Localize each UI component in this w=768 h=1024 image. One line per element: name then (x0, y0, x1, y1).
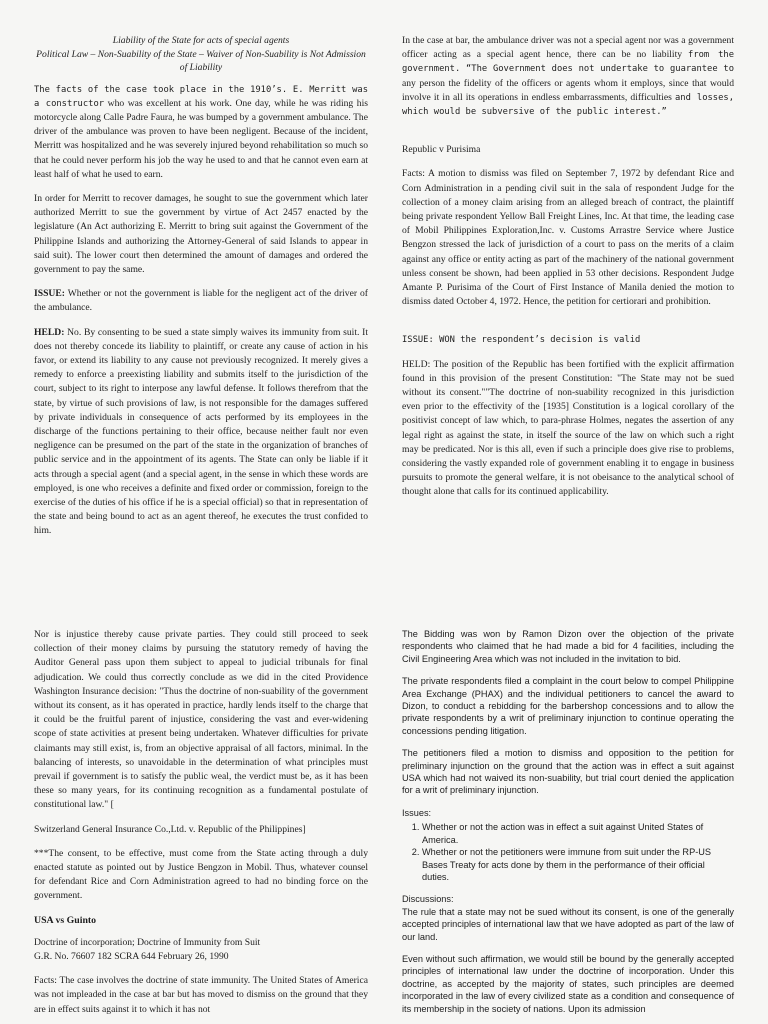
page-2-left-column (34, 628, 368, 1024)
facts-rest-text: who was excellent at his work. One day, while he was riding his motorcycle along Calle Padre Faura, he was bumped by a government ambulance. The driver of the ambulance was proven to have been negligent. Because of the incident, Merritt was hospitalized and he was severely injured beyond rehabilitation so much so that he could never perform his job the way he used to and that he cannot even earn at least half of what he used to earn. (34, 97, 368, 180)
case-at-bar-text: In the case at bar, the ambulance driver was not a special agent nor was a government officer acting as a special agent hence, there can be no liability (402, 35, 734, 61)
issue-item: 1. Whether or not the action was in effect a suit against United States of America. (422, 821, 734, 846)
page-2-right-column (402, 628, 734, 1024)
injustice-paragraph: Nor is injustice thereby cause private parties. They could still proceed to seek collection of their money claims by pursuing the statutory remedy of having the Auditor General pass upon them subject to appeal to judicial tribunals for final adjudication. We could thus correctly conclude as we did in the cited Providence Washington Insurance decision: "Thus the doctrine of non-suability of the government without its consent, as it has operated in practice, hardly lends itself to the charge that it could be the fruitful parent of injustice, considering the vast and ever-widening scope of state activities at present being undertaken. Whatever difficulties for private claimants may still exist, is, from an objective appraisal of all factors, minimal. In the balancing of interests, so unavoidable in the determination of what principles must prevail if government is to satisfy the public weal, the verdict must be, as it has been these so many years, for its continuing recognition as a fundamental postulate of constitutional law." [ (34, 629, 368, 811)
incorporation-paragraph: Even without such affirmation, we would still be bound by the generally accepted principles of international law under the doctrine of incorporation. Under this doctrine, as accepted by the majority of states, such principles are deemed incorporated in the law of every civilized state as a condition and consequence of its membership in the society of nations. Upon its admission (402, 953, 734, 1014)
discussions-paragraph: The rule that a state may not be sued without its consent, is one of the generally accepted principles of international law that we have adopted as part of the law of our land. (402, 906, 734, 942)
case-3-gr-number: G.R. No. 76607 182 SCRA 644 February 26, 1990 (34, 951, 229, 963)
held-text: No. By consenting to be sued a state simply waives its immunity from suit. It does not thereby concede its liability to plaintiff, or create any cause of action in his favor, or extend its liability to any cause not previously recognized. It merely gives a remedy to enforce a preexisting liability and submits itself to the jurisdiction of the court, subject to its right to interpose any lawful defense. It follows therefrom that the state, by virtue of such provisions of law, is not responsible for the damages suffered by private individuals in consequence of acts performed by its employees in the discharge of the functions pertaining to their office, because neither fault nor even negligence can be presumed on the part of the state in the organization of branches of public service and in the appointment of its agents. The State can only be liable if it acts through a special agent (and a special agent, in the sense in which these words are employed, is one who receives a definite and fixed order or commission, foreign to the exercise of the duties of his office if he is a special official) so that in representation of the state and being bound to act as an agent thereof, he executes the trust confided to him. (34, 326, 368, 537)
held-label: HELD: (34, 326, 65, 338)
case-2-issue: ISSUE: WON the respondent’s decision is valid (402, 335, 641, 346)
page-1-left-column (34, 34, 368, 549)
case-3-title: USA vs Guinto (34, 914, 97, 926)
switzerland-citation: Switzerland General Insurance Co.,Ltd. v. Republic of the Philippines] (34, 823, 306, 835)
issue-label: ISSUE: (34, 288, 65, 300)
case-3-doctrine: Doctrine of incorporation; Doctrine of Immunity from Suit (34, 936, 261, 948)
discussions-label: Discussions: (402, 894, 454, 905)
bidding-paragraph: The Bidding was won by Ramon Dizon over the objection of the private respondents who claimed that he had made a bid for 4 facilities, including the Civil Engineering Area which was not included in the invitation to bid. (402, 629, 734, 664)
case-heading (34, 34, 368, 75)
facts-lead-text: The facts of the case took place in the 1910’s. E. Merritt was a constructor (34, 84, 368, 109)
held-paragraph (34, 326, 368, 539)
quote-end-text: and losses, which would be subversive of the public interest.” (402, 92, 734, 118)
case-3-facts: Facts: The case involves the doctrine of state immunity. The United States of America was not impleaded in the case at bar but has moved to dismiss on the ground that they are in effect suits against it to which it has not (34, 975, 368, 1015)
case-2-title: Republic v Purisima (402, 144, 481, 156)
page-1-right-column (402, 34, 734, 510)
case-2-held: HELD: The position of the Republic has been fortified with the explicit affirmation found in this provision of the present Constitution: "The State may not be sued without its consent.""The doctrine of non-suability recognized in this jurisdiction even prior to the effectivity of the [1935] Constitution is a logical corollary of the positivist concept of law which, to para-phrase Holmes, negates the assertion of any legal right as against the state, in itself the source of the law on which such a right may be predicated. Nor is this all, even if such a principle does give rise to problems, considering the vastly expanded role of government enabling it to engage in business pursuits to promote the general welfare, it is not obeisance to the analytical school of thought alone that calls for its continued applicability. (402, 358, 734, 498)
issue-text: Whether or not the government is liable for the negligent act of the driver of the ambulance. (34, 288, 368, 314)
consent-paragraph: ***The consent, to be effective, must come from the State acting through a duly enacted statute as pointed out by Justice Bengzon in Mobil. Thus, whatever counsel for defendant Rice and Corn Administration agreed to had no binding force on the government. (34, 847, 368, 902)
issue-item: 2. Whether or not the petitioners were immune from suit under the RP-US Bases Treaty for acts done by them in the performance of their official duties. (422, 846, 734, 883)
document-page-2 (0, 622, 768, 1024)
case-2-facts: Facts: A motion to dismiss was filed on September 7, 1972 by defendant Rice and Corn Administration in a pending civil suit in the sala of respondent Judge for the collection of a money claim arising from an alleged breach of contract, the plaintiff being private respondent Yellow Ball Freight Lines, Inc. At that time, the leading case of Mobil Philippines Exploration,Inc. v. Customs Arrastre Service where Justice Bengzon stressed the lack of jurisdiction of a court to pass on the merits of a claim against any office or entity acting as part of the machinery of the national government unless consent be shown, had been applied in 53 other decisions. Respondent Judge Amante P. Purisima of the Court of First Instance of Manila denied the motion to dismiss dated October 4, 1972. Hence, the petition for certiorari and prohibition. (402, 168, 734, 308)
case-at-bar-paragraph (402, 34, 734, 119)
quote-mid-text: any person the fidelity of the officers or agents whom it employs, since that would involve it in all its operations in endless embarrassments, difficulties (402, 77, 734, 103)
page-separator (0, 600, 768, 622)
issues-label: Issues: (402, 807, 432, 818)
case-subtitle: Political Law – Non-Suability of the State – Waiver of Non-Suability is Not Admission of Liability (36, 48, 366, 73)
case-title: Liability of the State for acts of special agents (112, 35, 290, 46)
facts-paragraph (34, 83, 368, 182)
issues-list (402, 821, 734, 883)
quote-lead-text: from the government. “The Government does not undertake to guarantee to (402, 50, 734, 75)
motion-paragraph: The petitioners filed a motion to dismiss and opposition to the petition for preliminary injunction on the ground that the action was in effect a suit against USA which had not waived its non-suability, but trial court denied the application for a writ of preliminary injunction. (402, 748, 734, 796)
issue-paragraph (34, 287, 368, 315)
damages-paragraph: In order for Merritt to recover damages, he sought to sue the government which later authorized Merritt to sue the government by virtue of Act 2457 enacted by the legislature (An Act authorizing E. Merritt to bring suit against the Government of the Philippine Islands and authorizing the Attorney-General of said Islands to appear in said suit). The lower court then determined the amount of damages and ordered the government to pay the same. (34, 192, 368, 275)
complaint-paragraph: The private respondents filed a complaint in the court below to compel Philippine Area Exchange (PHAX) and the individual petitioners to cancel the award to Dizon, to conduct a rebidding for the barbershop concessions and to allow the private respondents by a writ of preliminary injunction to continue operating the concessions pending litigation. (402, 676, 734, 736)
